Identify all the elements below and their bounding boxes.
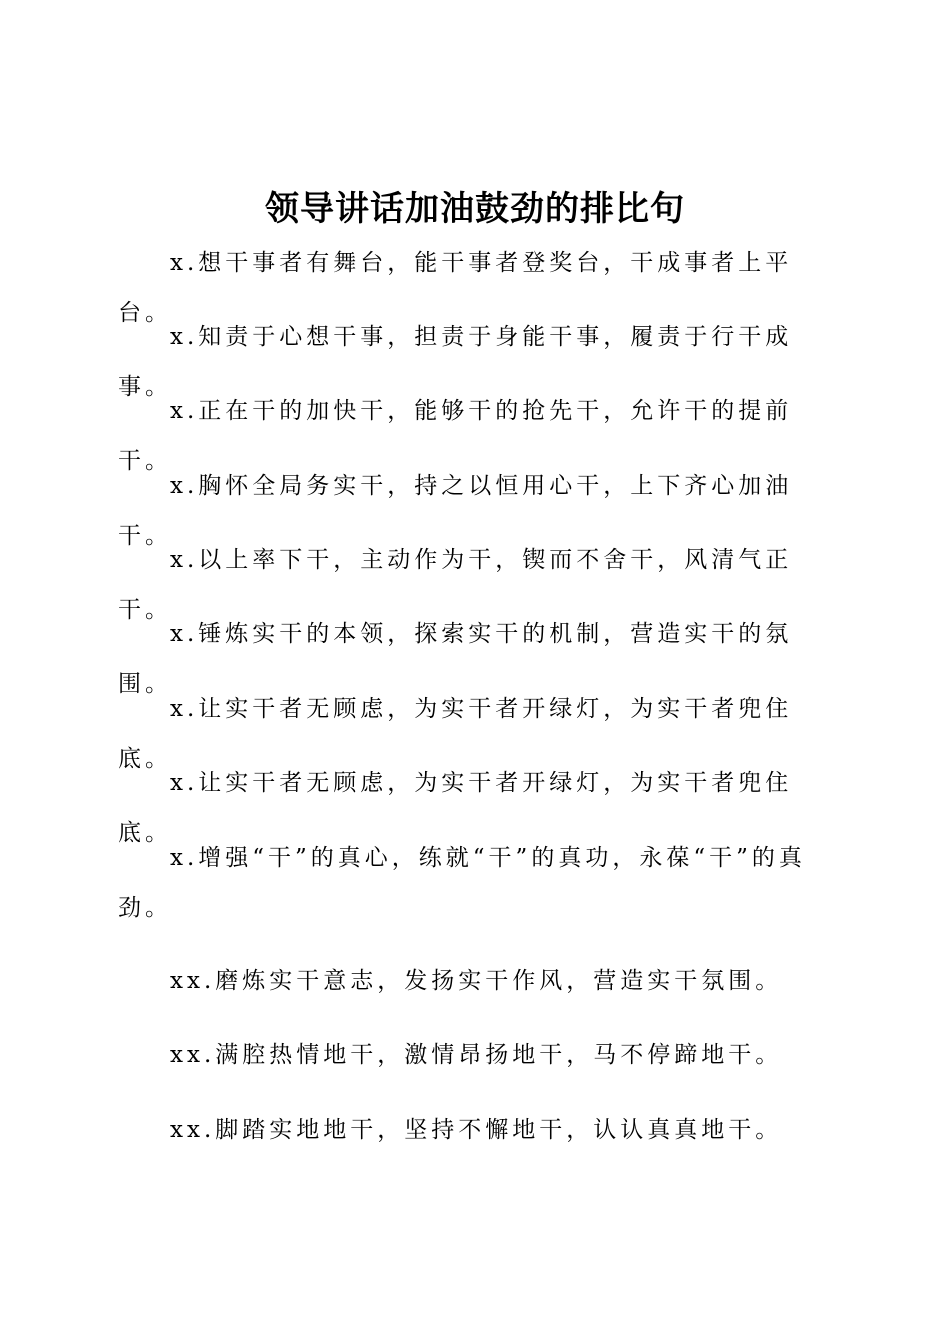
paragraph-11: xx.满腔热情地干，激情昂扬地干，马不停蹄地干。	[170, 1042, 783, 1068]
paragraph-9: x.增强“干”的真心，练就“干”的真功，永葆“干”的真劲。	[118, 845, 806, 921]
paragraph-5: x.以上率下干，主动作为干，锲而不舍干，风清气正干。	[118, 547, 793, 623]
paragraph-2: x.知责于心想干事，担责于身能干事，履责于行干成事。	[118, 324, 793, 400]
paragraph-4: x.胸怀全局务实干，持之以恒用心干，上下齐心加油干。	[118, 473, 793, 549]
document-title: 领导讲话加油鼓劲的排比句	[265, 189, 685, 229]
paragraph-3: x.正在干的加快干，能够干的抢先干，允许干的提前干。	[118, 398, 793, 474]
paragraph-10: xx.磨炼实干意志，发扬实干作风，营造实干氛围。	[170, 968, 783, 994]
paragraph-6: x.锤炼实干的本领，探索实干的机制，营造实干的氛围。	[118, 621, 793, 697]
paragraph-8: x.让实干者无顾虑，为实干者开绿灯，为实干者兜住底。	[118, 770, 793, 846]
paragraph-12: xx.脚踏实地地干，坚持不懈地干，认认真真地干。	[170, 1117, 783, 1143]
paragraph-1: x.想干事者有舞台，能干事者登奖台，干成事者上平台。	[118, 250, 793, 326]
paragraph-7: x.让实干者无顾虑，为实干者开绿灯，为实干者兜住底。	[118, 696, 793, 772]
